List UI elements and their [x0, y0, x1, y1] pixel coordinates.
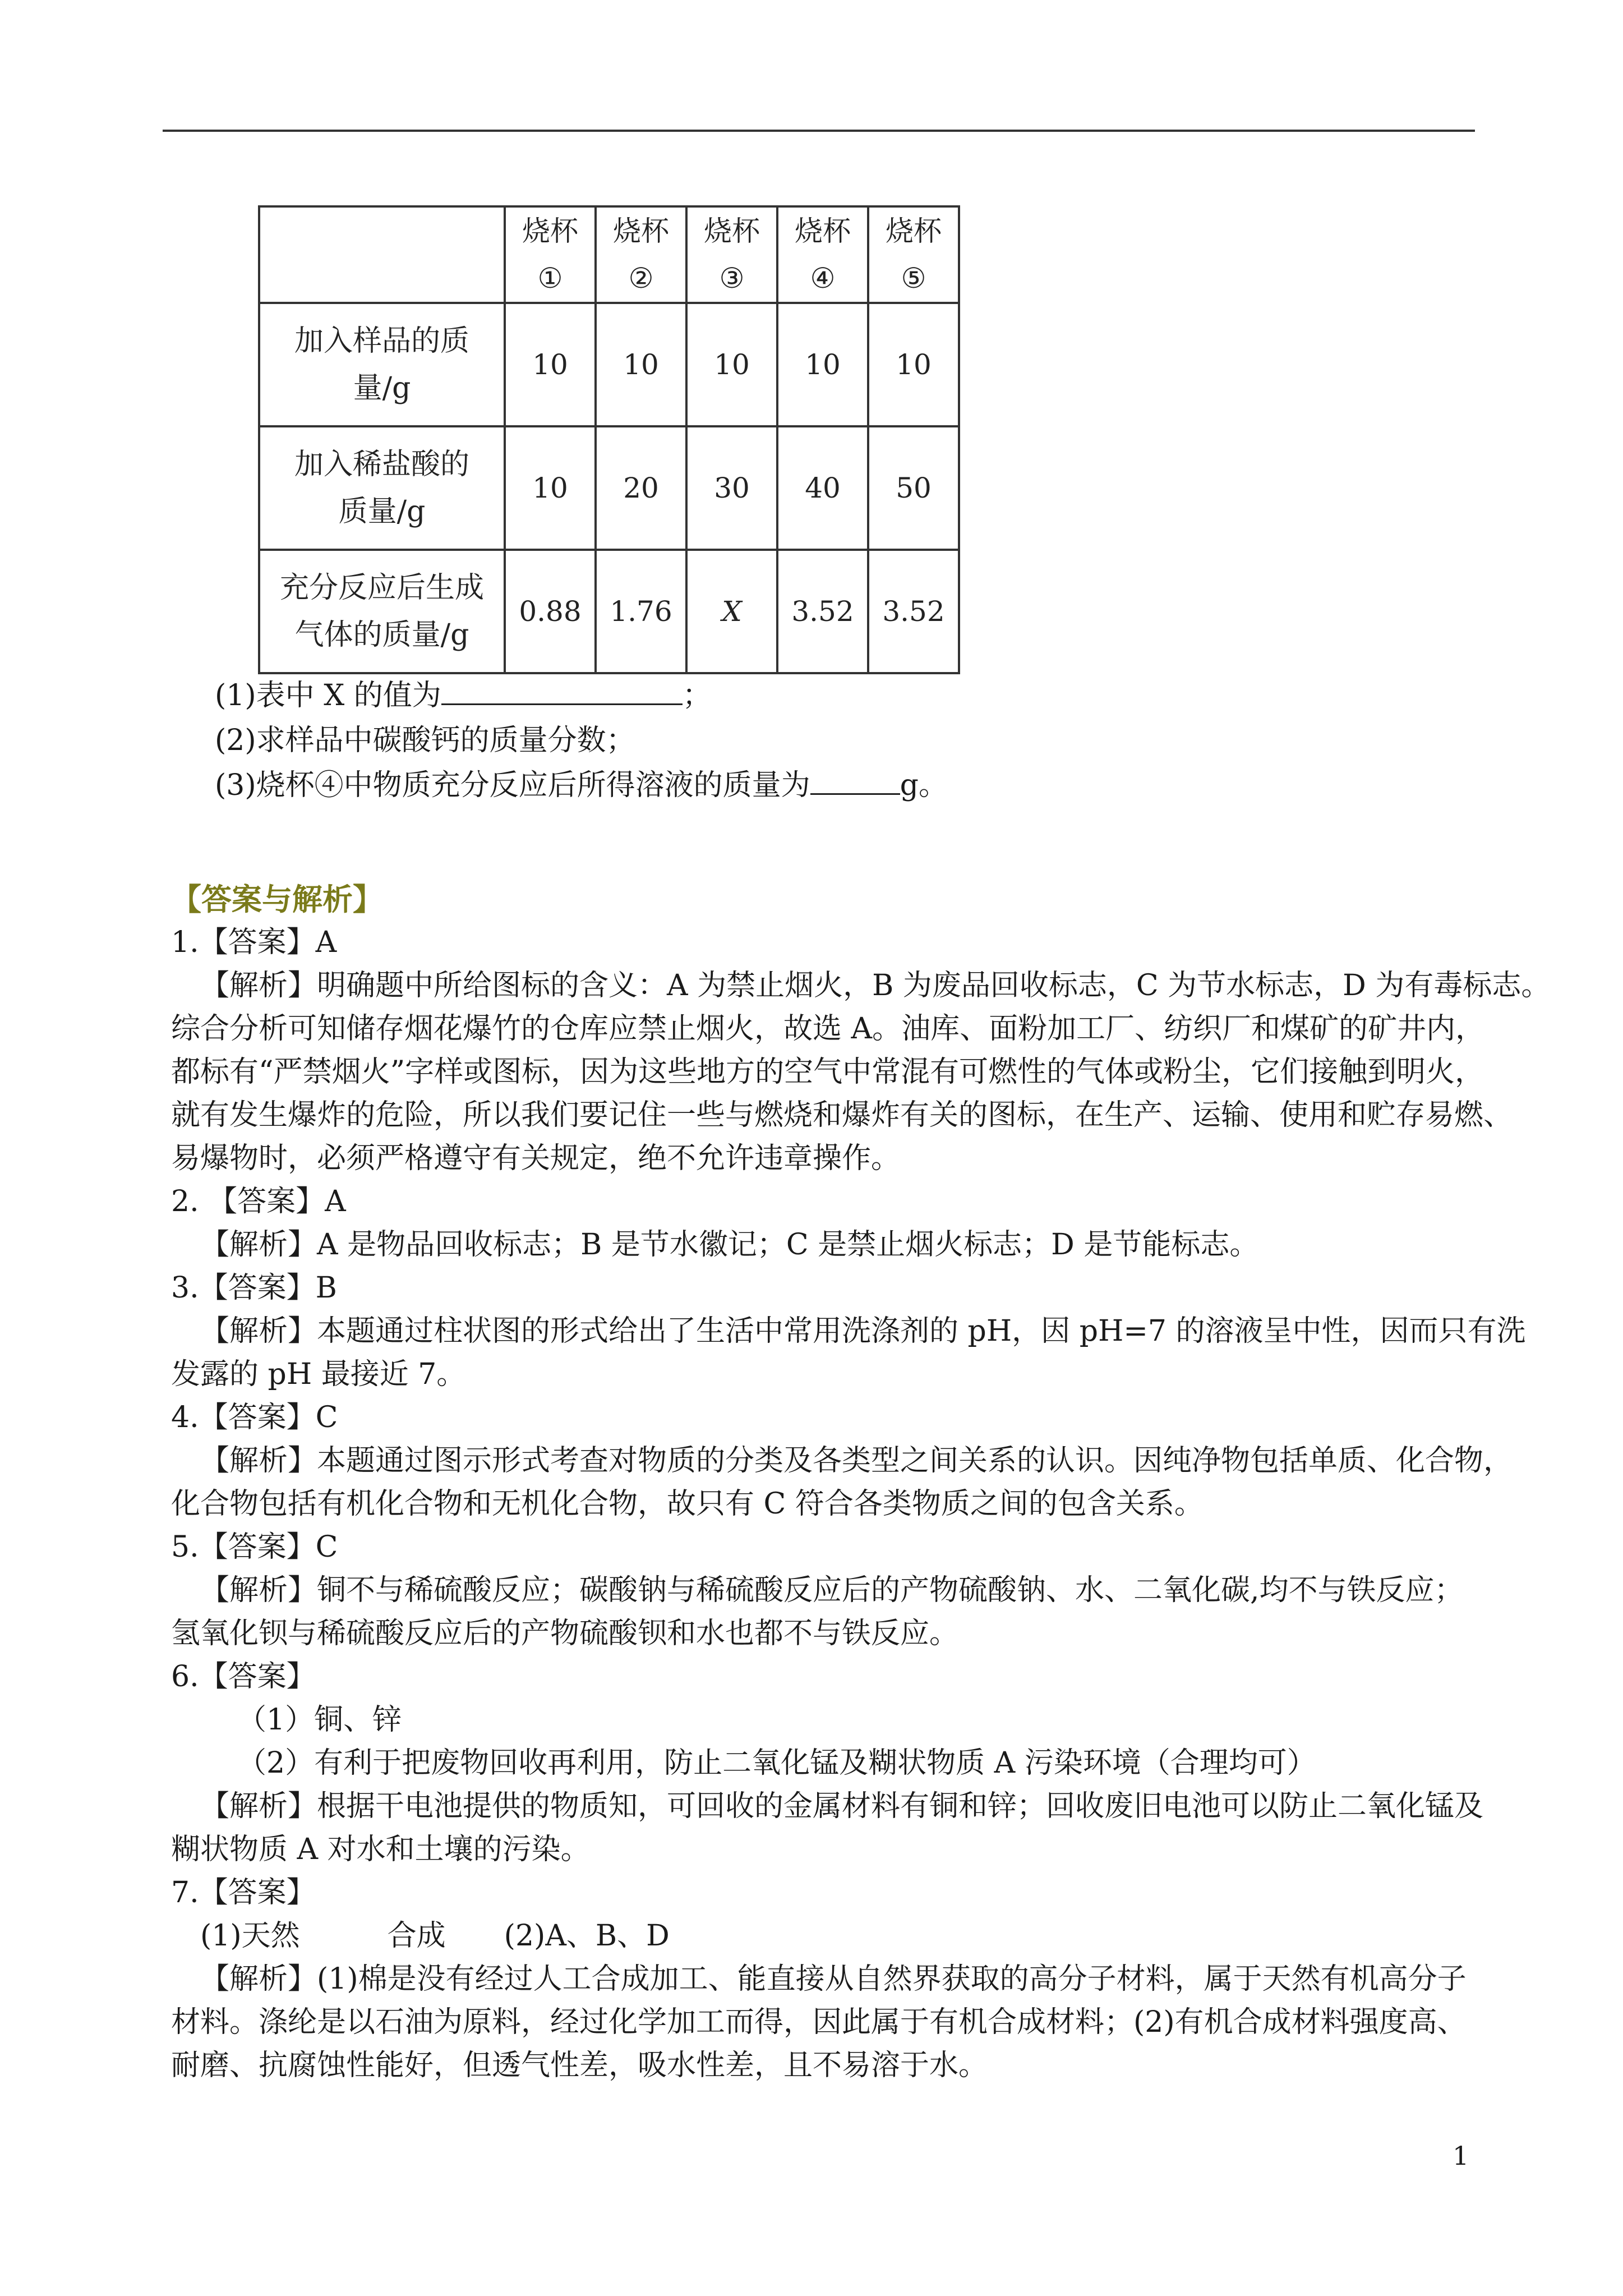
answer-line: 7.【答案】 [171, 1876, 316, 1910]
table-cell: 20 [596, 426, 686, 550]
answer-line: 【解析】根据干电池提供的物质知，可回收的金属材料有铜和锌；回收废旧电池可以防止二氧化锰及 [200, 1789, 1484, 1823]
answer-line: 6.【答案】 [171, 1660, 316, 1694]
answer-line: 【解析】A 是物品回收标志；B 是节水徽记；C 是禁止烟火标志；D 是节能标志。 [200, 1228, 1259, 1262]
question-2: (2)求样品中碳酸钙的质量分数； [215, 724, 635, 757]
table-cell: 10 [596, 303, 686, 426]
answer-line: 易爆物时，必须严格遵守有关规定，绝不允许违章操作。 [171, 1142, 901, 1175]
table-cell: 40 [777, 426, 868, 550]
table-cell: 1.76 [596, 550, 686, 673]
answer-line: 就有发生爆炸的危险，所以我们要记住一些与燃烧和爆炸有关的图标，在生产、运输、使用和贮存易燃、 [171, 1098, 1513, 1132]
header-rule [163, 130, 1475, 132]
beaker-data-table [258, 205, 960, 674]
table-cell: 10 [686, 303, 777, 426]
table-header-cell: 烧杯 ③ [686, 206, 777, 303]
answer-line: 【解析】(1)棉是没有经过人工合成加工、能直接从自然界获取的高分子材料，属于天然有机高分子 [200, 1962, 1467, 1996]
answer-line: 化合物包括有机化合物和无机化合物，故只有 C 符合各类物质之间的包含关系。 [171, 1487, 1204, 1521]
table-header-cell: 烧杯 ② [596, 206, 686, 303]
table-header-cell: 烧杯 ⑤ [868, 206, 959, 303]
table-cell: 50 [868, 426, 959, 550]
answer-line: 材料。涤纶是以石油为原料，经过化学加工而得，因此属于有机合成材料；(2)有机合成材料强度高、 [171, 2005, 1467, 2039]
answer-line: 2. 【答案】A [171, 1185, 346, 1218]
table-header-cell: 烧杯 ① [505, 206, 596, 303]
answer-line: 氢氧化钡与稀硫酸反应后的产物硫酸钡和水也都不与铁反应。 [171, 1617, 959, 1650]
answer-line: 耐磨、抗腐蚀性能好，但透气性差，吸水性差，且不易溶于水。 [171, 2049, 988, 2082]
answer-line: 5.【答案】C [171, 1530, 338, 1564]
table-corner-cell [259, 206, 505, 303]
answer-line: 3.【答案】B [171, 1271, 337, 1305]
table-row [259, 550, 959, 673]
table-cell-variable: X [686, 550, 777, 673]
answer-line: 发露的 pH 最接近 7。 [171, 1358, 466, 1391]
answer-line: (1)天然 合成 (2)A、B、D [200, 1919, 670, 1953]
answer-line: 糊状物质 A 对水和土壤的污染。 [171, 1833, 590, 1866]
table-cell: 3.52 [868, 550, 959, 673]
row-label: 充分反应后生成 气体的质量/g [259, 550, 505, 673]
answer-line: （1）铜、锌 [237, 1703, 402, 1737]
table-cell: 3.52 [777, 550, 868, 673]
table-cell: 30 [686, 426, 777, 550]
table-row [259, 303, 959, 426]
question-1: (1)表中 X 的值为 ； [215, 679, 712, 712]
answer-line: 综合分析可知储存烟花爆竹的仓库应禁止烟火，故选 A。油库、面粉加工厂、纺织厂和煤矿的矿井内， [171, 1012, 1485, 1046]
answer-list [171, 921, 1551, 2087]
row-label: 加入稀盐酸的 质量/g [259, 426, 505, 550]
answer-section-title: 【答案与解析】 [171, 881, 383, 917]
table-cell: 10 [505, 426, 596, 550]
answer-line: 【解析】铜不与稀硫酸反应；碳酸钠与稀硫酸反应后的产物硫酸钠、水、二氧化碳,均不与铁反应； [200, 1573, 1464, 1607]
answer-line: （2）有利于把废物回收再利用，防止二氧化锰及糊状物质 A 污染环境（合理均可） [237, 1746, 1316, 1780]
answer-line: 【解析】本题通过图示形式考查对物质的分类及各类型之间关系的认识。因纯净物包括单质、化合物， [200, 1444, 1513, 1478]
answer-line: 【解析】本题通过柱状图的形式给出了生活中常用洗涤剂的 pH，因 pH=7 的溶液呈中性，因而只有洗 [200, 1314, 1526, 1348]
row-label: 加入样品的质 量/g [259, 303, 505, 426]
table-cell: 10 [777, 303, 868, 426]
table-row [259, 426, 959, 550]
answer-line: 都标有“严禁烟火”字样或图标，因为这些地方的空气中常混有可燃性的气体或粉尘，它们接触到明火， [171, 1055, 1484, 1089]
answer-blank [810, 767, 900, 795]
answer-blank [441, 678, 683, 705]
page-number: 1 [1453, 2141, 1469, 2171]
answer-line: 【解析】明确题中所给图标的含义：A 为禁止烟火，B 为废品回收标志，C 为节水标志，D 为有毒标志。 [200, 969, 1551, 1002]
answer-line: 4.【答案】C [171, 1401, 338, 1434]
table-cell: 10 [505, 303, 596, 426]
table-cell: 0.88 [505, 550, 596, 673]
answer-line: 1.【答案】A [171, 926, 337, 959]
question-3: (3)烧杯④中物质充分反应后所得溶液的质量为 g。 [215, 769, 948, 802]
table-header-row [259, 206, 959, 303]
table-cell: 10 [868, 303, 959, 426]
table-header-cell: 烧杯 ④ [777, 206, 868, 303]
